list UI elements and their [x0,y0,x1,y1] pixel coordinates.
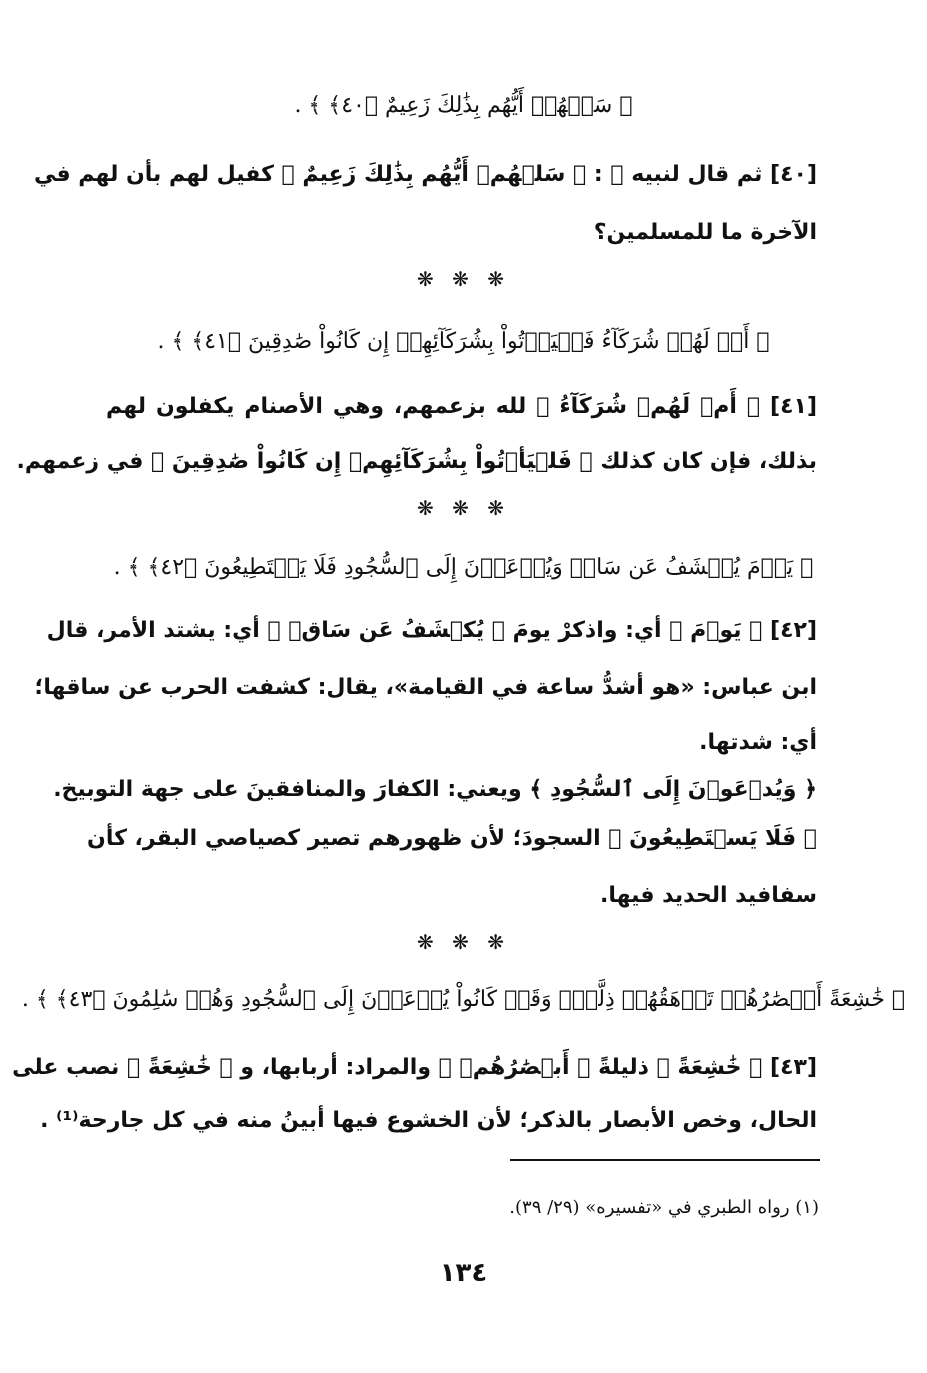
commentary-41-line-1: [٤١] ﴿ أَمۡ لَهُمۡ شُرَكَآءُ ﴾ لله بزعمهم، وهي الأصنام يكفلون لهم [106,394,817,419]
commentary-42-line-4: ﴿ وَيُدۡعَوۡنَ إِلَى ٱلسُّجُودِ ﴾ ويعني: الكفارَ والمنافقينَ على جهة التوبيخ. [53,777,817,802]
quran-verse-42: ﴿ يَوۡمَ يُكۡشَفُ عَن سَاقٖ وَيُدۡعَوۡنَ إِلَى ٱلسُّجُودِ فَلَا يَسۡتَطِيعُونَ ﴿٤٢﴾ ﴾ . [113,555,814,580]
section-separator-1: ❋ ❋ ❋ [417,267,510,291]
commentary-40-line-1: [٤٠] ثم قال لنبيه ﷺ : ﴿ سَلۡهُمۡ أَيُّهُم بِذَٰلِكَ زَعِيمٌ ﴾ كفيل لهم بأن لهم في [33,162,817,187]
quran-verse-40: ﴿ سَلۡهُمۡ أَيُّهُم بِذَٰلِكَ زَعِيمٌ ﴿٤٠﴾ ﴾ . [294,93,633,118]
commentary-41-line-2: بذلك، فإن كان كذلك ﴿ فَلۡيَأۡتُواْ بِشُرَكَآئِهِمۡ إِن كَانُواْ صَٰدِقِينَ ﴾ في زعمهم. [16,449,817,474]
commentary-40-line-2: الآخرة ما للمسلمين؟ [593,220,817,245]
section-separator-3: ❋ ❋ ❋ [417,930,510,954]
quran-verse-43: ﴿ خَٰشِعَةً أَبۡصَٰرُهُمۡ تَرۡهَقُهُمۡ ذِلَّةٞۖ وَقَدۡ كَانُواْ يُدۡعَوۡنَ إِلَى ٱلسُّجُودِ وَهُمۡ سَٰلِمُونَ ﴿٤٣﴾ ﴾ . [21,987,906,1012]
quran-verse-41: ﴿ أَمۡ لَهُمۡ شُرَكَآءُ فَلۡيَأۡتُواْ بِشُرَكَآئِهِمۡ إِن كَانُواْ صَٰدِقِينَ ﴿٤١﴾ ﴾ . [157,329,770,354]
commentary-42-line-1: [٤٢] ﴿ يَوۡمَ ﴾ أي: واذكرْ يومَ ﴿ يُكۡشَفُ عَن سَاقٖ ﴾ أي: يشتد الأمر، قال [46,618,817,643]
section-separator-2: ❋ ❋ ❋ [417,496,510,520]
commentary-42-line-3: أي: شدتها. [699,730,817,755]
footnote-1: (١) رواه الطبري في «تفسيره» (٢٩/ ٣٩). [509,1197,819,1218]
footnote-divider [510,1159,820,1161]
commentary-43-line-1: [٤٣] ﴿ خَٰشِعَةً ﴾ ذليلةً ﴿ أَبۡصَٰرُهُمۡ ﴾ والمراد: أربابها، و ﴿ خَٰشِعَةً ﴾ نصب على [12,1055,817,1080]
commentary-42-line-2: ابن عباس: «هو أشدُّ ساعة في القيامة»، يقال: كشفت الحرب عن ساقها؛ [34,675,817,700]
page-number: ١٣٤ [439,1258,488,1288]
commentary-42-line-6: سفافيد الحديد فيها. [599,883,817,908]
commentary-42-line-5: ﴿ فَلَا يَسۡتَطِيعُونَ ﴾ السجودَ؛ لأن ظهورهم تصير كصياصي البقر، كأن [87,826,817,851]
commentary-43-line-2: الحال، وخص الأبصار بالذكر؛ لأن الخشوع فيها أبينُ منه في كل جارحة⁽¹⁾ . [40,1108,817,1133]
